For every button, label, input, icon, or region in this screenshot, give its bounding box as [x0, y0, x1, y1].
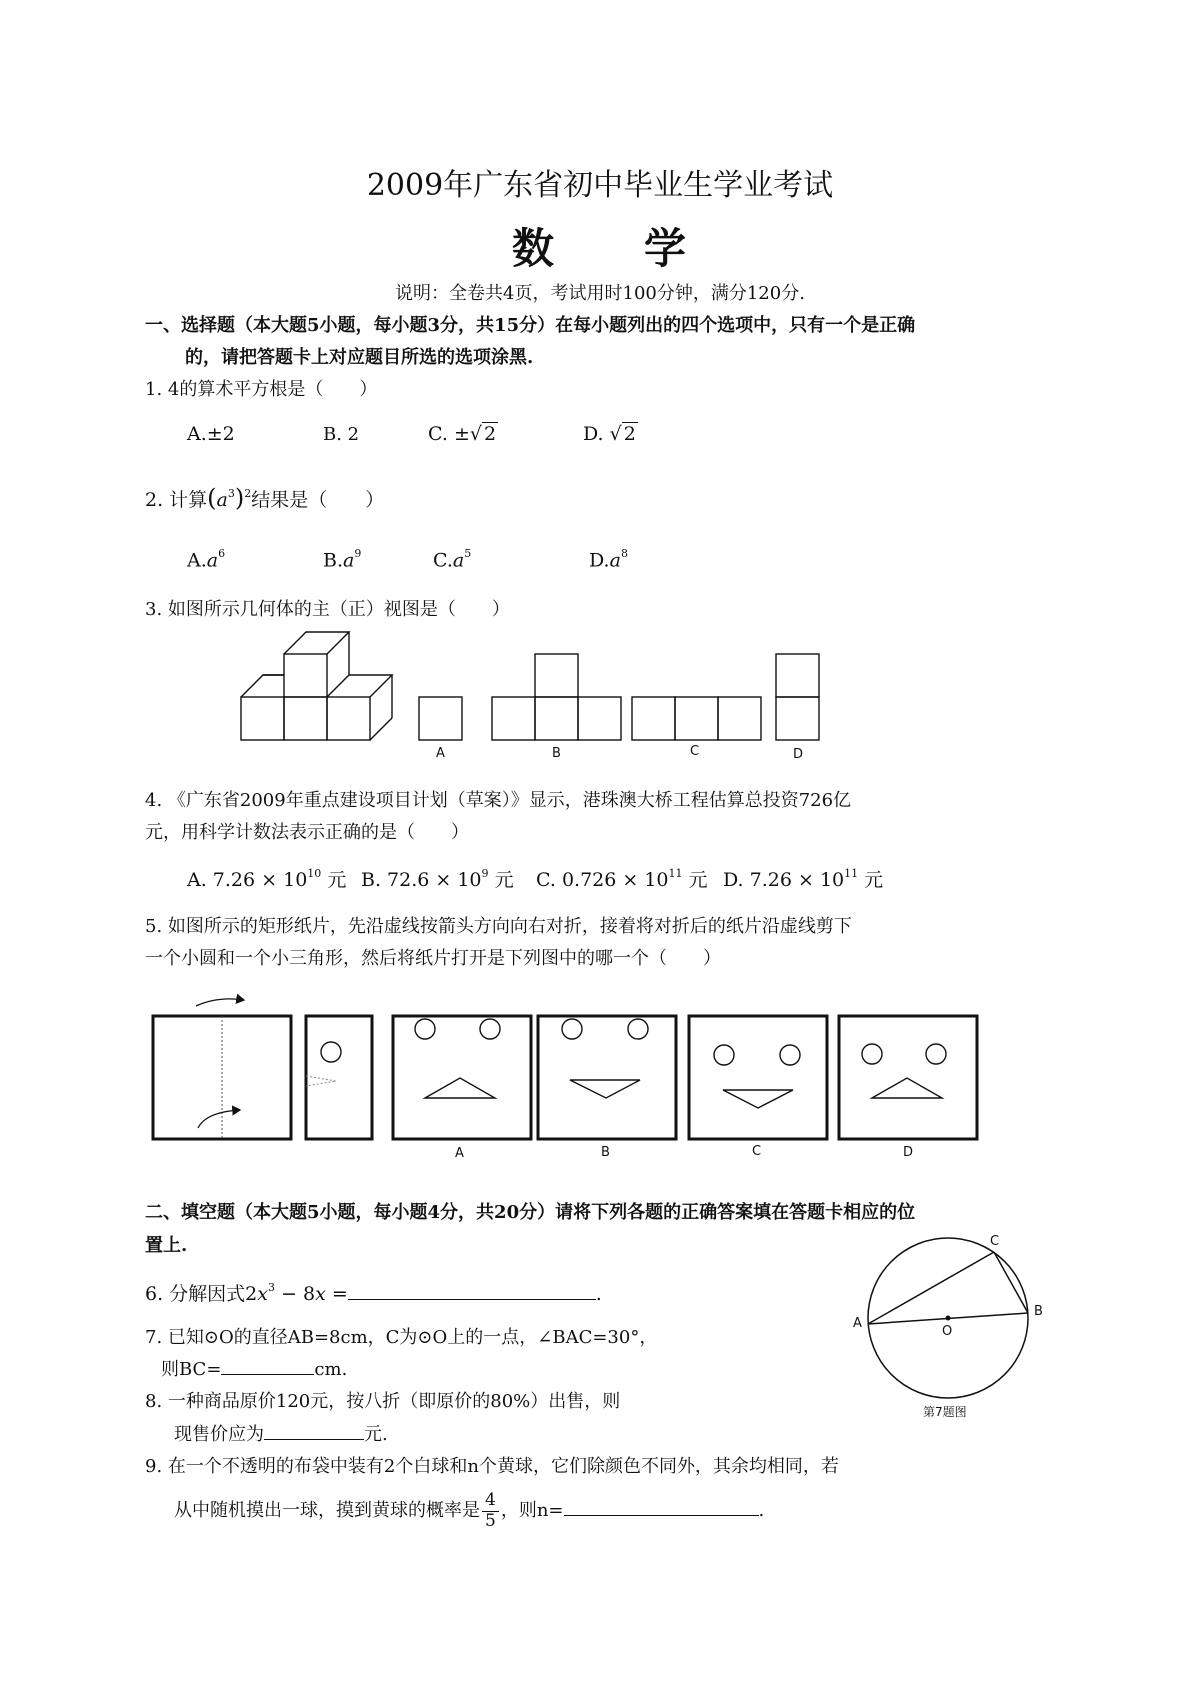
q3-label-c: C — [690, 744, 700, 759]
exam-instructions: 说明：全卷共4页，考试用时100分钟，满分120分. — [395, 283, 805, 304]
q7-point-c: C — [990, 1234, 1000, 1249]
option-text: C. 0.726 × 10 — [536, 869, 669, 891]
option-unit: 元 — [858, 869, 884, 891]
section2-heading-line1: 二、填空题（本大题5小题，每小题4分，共20分）请将下列各题的正确答案填在答题卡相应的位 — [145, 1202, 916, 1223]
q8-line2-suffix: 元. — [364, 1424, 388, 1445]
option-exp: 6 — [218, 547, 226, 560]
q9-frac-den: 5 — [485, 1510, 496, 1531]
q2-stem-prefix: 2. 计算 — [145, 489, 208, 511]
q1-stem: 1. 4的算术平方根是（ ） — [145, 379, 378, 400]
option-exp: 5 — [464, 547, 472, 560]
q7-line1: 7. 已知⊙O的直径AB=8cm，C为⊙O上的一点，∠BAC=30°， — [145, 1327, 658, 1348]
option-unit: 元 — [488, 869, 514, 891]
q7-line2-suffix: cm. — [314, 1359, 348, 1380]
option-base: a — [343, 549, 355, 572]
q4-line1: 4. 《广东省2009年重点建设项目计划（草案）》显示，港珠澳大桥工程估算总投资726亿 — [145, 790, 852, 811]
q6-coef: 2 — [245, 1283, 258, 1305]
q2-outer-exp: 2 — [244, 486, 252, 500]
q5-label-a: A — [455, 1146, 464, 1161]
q6-eq: = — [325, 1283, 348, 1305]
sqrt-symbol: √ 2 — [469, 423, 497, 445]
q5-label-d: D — [903, 1145, 914, 1160]
option-exp: 9 — [354, 547, 362, 560]
subject-heading: 数 学 — [511, 224, 688, 273]
q3-label-a: A — [436, 746, 445, 761]
option-label: B. — [323, 549, 344, 572]
option-exp: 8 — [620, 547, 628, 560]
option-exp: 11 — [668, 866, 683, 880]
q3-label-b: B — [552, 746, 561, 761]
q3-label-d: D — [793, 747, 804, 762]
q2-stem: 2. 计算$(a^3)^2$结果是（ ） — [145, 484, 385, 512]
q1-option-d-prefix: D. — [583, 423, 604, 445]
option-exp: 11 — [844, 866, 859, 880]
q9-line2-mid: ，则n= — [500, 1500, 564, 1522]
q6-exp: 3 — [267, 1280, 275, 1294]
q2-stem-suffix: 结果是（ ） — [251, 489, 385, 511]
q6-var2: x — [315, 1283, 326, 1305]
q9-frac-num: 4 — [482, 1491, 499, 1512]
q9-fraction — [482, 1491, 499, 1531]
option-text: A. 7.26 × 10 — [187, 869, 308, 891]
q8-answer-blank[interactable] — [264, 1421, 364, 1440]
q7-chord-bc — [994, 1252, 1028, 1313]
option-base: a — [609, 549, 621, 572]
q7-figure-caption: 第7题图 — [923, 1405, 967, 1419]
q1-option-d-radicand: 2 — [623, 423, 636, 445]
q1-option-a: A.±2 — [187, 423, 235, 445]
q7-line2-prefix: 则BC= — [161, 1359, 222, 1380]
option-text: D. 7.26 × 10 — [723, 869, 845, 891]
option-exp: 10 — [307, 866, 322, 880]
sqrt-symbol: √ 2 — [609, 423, 636, 445]
q7-point-b: B — [1034, 1304, 1043, 1319]
q9-line2-prefix: 从中随机摸出一球，摸到黄球的概率是 — [174, 1500, 480, 1522]
q5-label-b: B — [601, 1145, 610, 1160]
option-unit: 元 — [682, 869, 708, 891]
q1-option-c-radicand: 2 — [483, 423, 497, 445]
option-text: B. 72.6 × 10 — [361, 869, 482, 891]
q9-answer-blank[interactable] — [564, 1497, 759, 1516]
option-base: a — [206, 549, 219, 572]
q6-var: x — [257, 1283, 268, 1305]
section1-heading-line1: 一、选择题（本大题5小题，每小题3分，共15分）在每小题列出的四个选项中，只有一个是正确 — [145, 315, 916, 336]
q2-base: a — [216, 489, 228, 511]
q2-inner-exp: 3 — [227, 486, 235, 500]
q6-term: − 8 — [274, 1283, 316, 1305]
q1-option-b: B. 2 — [323, 424, 360, 445]
q6-suffix: . — [595, 1283, 602, 1305]
q7-chord-ac — [868, 1252, 994, 1324]
q5-line1: 5. 如图所示的矩形纸片，先沿虚线按箭头方向向右对折，接着将对折后的纸片沿虚线剪下 — [145, 916, 852, 937]
q5-line2: 一个小圆和一个小三角形，然后将纸片打开是下列图中的哪一个（ ） — [145, 948, 721, 969]
q9-line2-suffix: . — [758, 1500, 765, 1522]
q5-label-c: C — [752, 1144, 762, 1159]
q8-line2 — [174, 1420, 388, 1446]
q7-point-o: O — [942, 1324, 953, 1339]
q9-line2 — [174, 1491, 764, 1531]
option-exp: 9 — [481, 866, 489, 880]
q8-line2-prefix: 现售价应为 — [174, 1424, 264, 1445]
option-label: C. — [433, 549, 453, 572]
q7-point-a: A — [853, 1316, 862, 1331]
option-base: a — [452, 549, 465, 572]
section1-heading-line2: 的，请把答题卡上对应题目所选的选项涂黑. — [185, 347, 534, 368]
option-label: D. — [589, 549, 610, 572]
section2-heading-line2: 置上. — [145, 1235, 188, 1256]
exam-title: 2009年广东省初中毕业生学业考试 — [366, 168, 834, 203]
q9-line1: 9. 在一个不透明的布袋中装有2个白球和n个黄球，它们除颜色不同外，其余均相同，若 — [145, 1456, 839, 1477]
option-label: A. — [187, 549, 207, 572]
q6-prefix: 6. 分解因式 — [145, 1283, 246, 1305]
q8-line1: 8. 一种商品原价120元，按八折（即原价的80%）出售，则 — [145, 1391, 621, 1412]
q1-option-c-prefix: C. ± — [428, 423, 470, 445]
q7-center-point — [946, 1316, 951, 1321]
q4-line2: 元，用科学计数法表示正确的是（ ） — [145, 822, 469, 843]
q3-stem: 3. 如图所示几何体的主（正）视图是（ ） — [145, 599, 510, 620]
option-unit: 元 — [321, 869, 347, 891]
